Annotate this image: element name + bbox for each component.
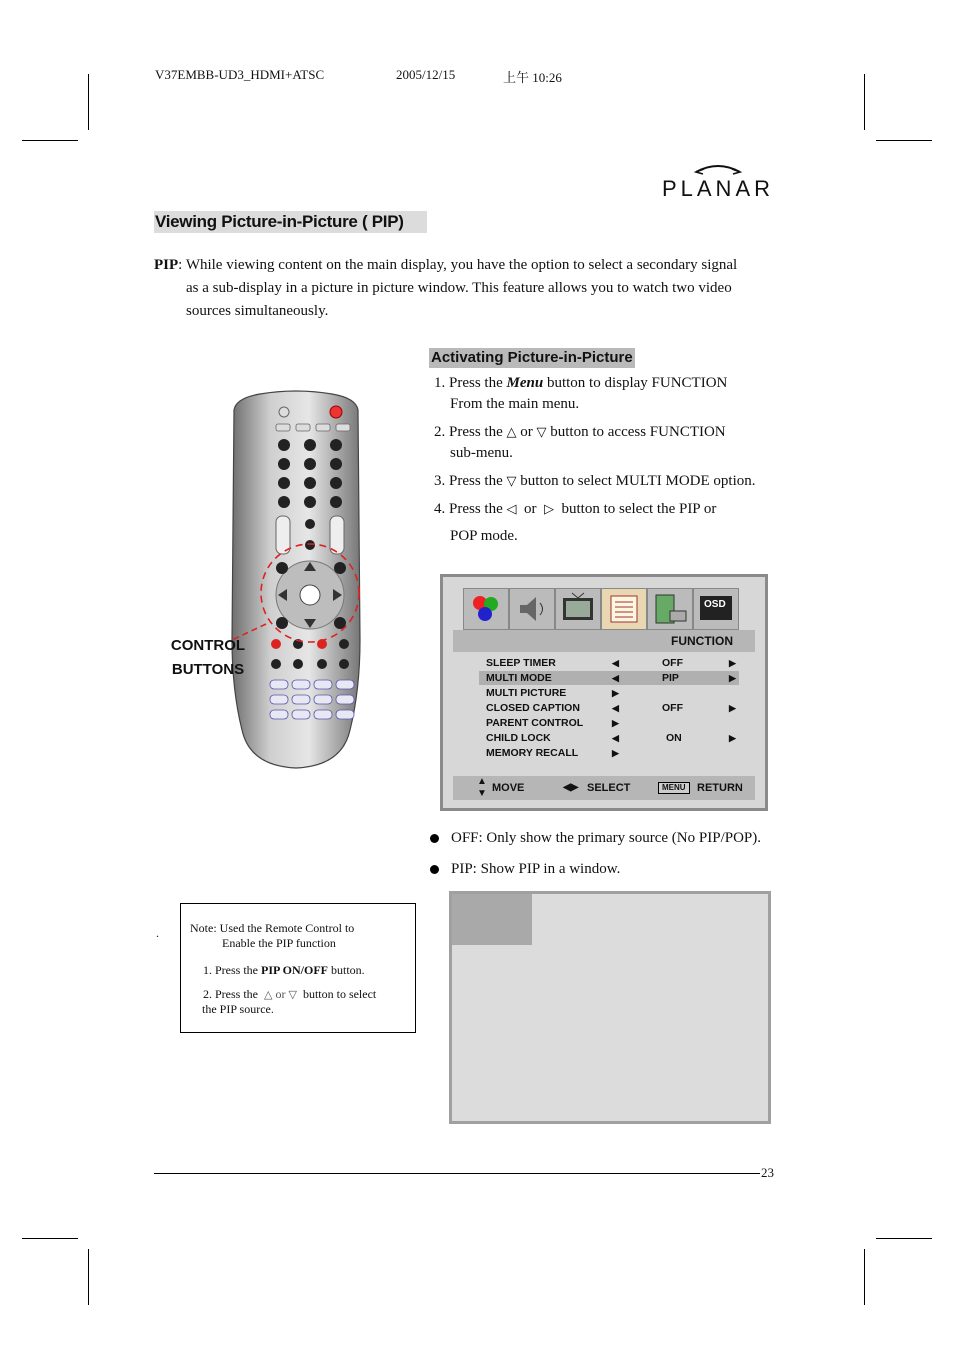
osd-footer: [453, 776, 755, 800]
footer-rule: [154, 1173, 760, 1174]
osd-menu-screenshot: [440, 574, 768, 811]
left-arrow-icon: ◀: [612, 673, 619, 683]
note-box: [180, 903, 416, 1033]
note-text: button.: [328, 963, 365, 977]
subsection-title: Activating Picture-in-Picture: [431, 349, 633, 366]
setup-icon: [647, 588, 693, 630]
submenu-arrow-icon: ▶: [612, 748, 619, 758]
pip-window-illustration: [449, 891, 771, 1124]
bullet-item: [430, 827, 761, 849]
audio-icon: [509, 588, 555, 630]
osd-icon-label: OSD: [704, 599, 726, 610]
step-list: [434, 373, 794, 554]
callout-line: BUTTONS: [171, 661, 245, 678]
crop-mark: [22, 140, 78, 141]
left-arrow-icon: ◀: [612, 733, 619, 743]
osd-menu-row-selected: [479, 671, 739, 685]
return-label: RETURN: [697, 782, 743, 794]
crop-mark: [876, 140, 932, 141]
note-item: [203, 987, 376, 1002]
color-icon: [463, 588, 509, 630]
step-text: 3. Press the: [434, 473, 507, 489]
osd-menu-row: [479, 746, 739, 760]
crop-mark: [876, 1238, 932, 1239]
row-label: MULTI PICTURE: [486, 687, 567, 699]
osd-menu-row: [479, 686, 739, 700]
crop-mark: [88, 1249, 89, 1305]
note-text: 2. Press the: [203, 987, 264, 1001]
row-value: OFF: [662, 657, 683, 669]
note-text: 1. Press the: [203, 963, 261, 977]
right-arrow-icon: ▶: [729, 673, 736, 683]
down-triangle-icon: ▽: [536, 425, 547, 440]
row-label: PARENT CONTROL: [486, 717, 584, 729]
osd-section-label: FUNCTION: [671, 634, 733, 648]
step-text: From the main menu.: [450, 396, 580, 412]
header-time: 上午 10:26: [503, 70, 562, 85]
row-label: CHILD LOCK: [486, 732, 551, 744]
left-arrow-icon: ◀: [612, 703, 619, 713]
left-right-arrow-icon: ◀▶: [563, 782, 579, 793]
function-icon: [601, 588, 647, 630]
callout-line: CONTROL: [170, 637, 246, 654]
step-item: [434, 422, 794, 464]
right-triangle-icon: ▷: [544, 502, 554, 517]
step-text: button to select the PIP or: [554, 501, 717, 517]
stray-mark: .: [156, 926, 159, 940]
bullet-text: OFF: Only show the primary source (No PIP/POP).: [451, 830, 761, 846]
note-line: Note: Used the Remote Control to: [190, 921, 355, 935]
step-text: button to select MULTI MODE option.: [516, 473, 756, 489]
note-item: [203, 963, 365, 978]
left-triangle-icon: ◁: [506, 502, 517, 517]
submenu-arrow-icon: ▶: [612, 718, 619, 728]
bullet-item: [430, 858, 761, 880]
bullet-icon: [430, 865, 439, 874]
left-arrow-icon: ◀: [612, 658, 619, 668]
intro-line: as a sub-display in a picture in picture window. This feature allows you to watch two video: [186, 280, 732, 296]
pip-sub-window: [452, 894, 532, 945]
intro-line: sources simultaneously.: [186, 303, 329, 319]
note-text: or: [272, 987, 289, 1001]
row-label: CLOSED CAPTION: [486, 702, 580, 714]
crop-mark: [864, 74, 865, 130]
intro-paragraph: [154, 254, 784, 323]
osd-section-bar: [453, 630, 755, 652]
down-triangle-icon: ▽: [288, 988, 297, 1001]
move-label: MOVE: [492, 782, 525, 794]
osd-menu-row: [479, 656, 739, 670]
right-arrow-icon: ▶: [729, 703, 736, 713]
step-text: 1. Press the: [434, 375, 507, 391]
up-triangle-icon: △: [506, 425, 517, 440]
step-text: button to display FUNCTION: [543, 375, 728, 391]
row-label: MULTI MODE: [486, 672, 552, 684]
menu-keyword: Menu: [506, 375, 544, 391]
right-arrow-icon: ▶: [729, 733, 736, 743]
osd-menu-row: [479, 716, 739, 730]
tv-icon: [555, 588, 601, 630]
step-text: POP mode.: [450, 528, 518, 544]
up-down-arrow-icon: ▲ ▼: [477, 776, 487, 799]
logo-wordmark: PLANAR: [661, 176, 775, 201]
step-text: 2. Press the: [434, 424, 507, 440]
step-item: [434, 373, 794, 415]
note-line: Enable the PIP function: [222, 936, 336, 950]
pip-button-name: PIP ON/OFF: [261, 963, 328, 977]
mode-bullet-list: [430, 827, 761, 889]
planar-logo: [656, 160, 780, 202]
step-text: sub-menu.: [450, 445, 513, 461]
row-value: ON: [666, 732, 682, 744]
note-line: the PIP source.: [202, 1002, 274, 1016]
intro-term: PIP: [154, 257, 179, 273]
page-number: 23: [761, 1165, 774, 1180]
menu-key-icon: MENU: [658, 782, 690, 794]
intro-line: : While viewing content on the main display, you have the option to select a secondary signal: [178, 257, 738, 273]
page-title: Viewing Picture-in-Picture ( PIP): [154, 211, 427, 233]
row-label: SLEEP TIMER: [486, 657, 556, 669]
crop-mark: [22, 1238, 78, 1239]
remote-control-illustration: [226, 390, 366, 772]
osd-menu-row: [479, 701, 739, 715]
step-text: or: [516, 501, 544, 517]
right-arrow-icon: ▶: [729, 658, 736, 668]
step-text: or: [516, 424, 537, 440]
step-text: button to access FUNCTION: [546, 424, 726, 440]
osd-menu-row: [479, 731, 739, 745]
header-date: 2005/12/15: [396, 67, 456, 82]
step-text: 4. Press the: [434, 501, 507, 517]
bullet-text: PIP: Show PIP in a window.: [451, 861, 621, 877]
row-label: MEMORY RECALL: [486, 747, 579, 759]
row-value: PIP: [662, 672, 679, 684]
step-item: [434, 471, 794, 492]
crop-mark: [864, 1249, 865, 1305]
row-value: OFF: [662, 702, 683, 714]
step-item: [434, 499, 794, 547]
note-text: button to select: [296, 987, 377, 1001]
down-triangle-icon: ▽: [506, 474, 517, 489]
bullet-icon: [430, 834, 439, 843]
up-triangle-icon: △: [264, 988, 273, 1001]
select-label: SELECT: [587, 782, 631, 794]
crop-mark: [88, 74, 89, 130]
control-buttons-label: [166, 634, 250, 682]
osd-icon: [693, 588, 739, 630]
submenu-arrow-icon: ▶: [612, 688, 619, 698]
header-doc-id: V37EMBB-UD3_HDMI+ATSC: [155, 67, 325, 82]
